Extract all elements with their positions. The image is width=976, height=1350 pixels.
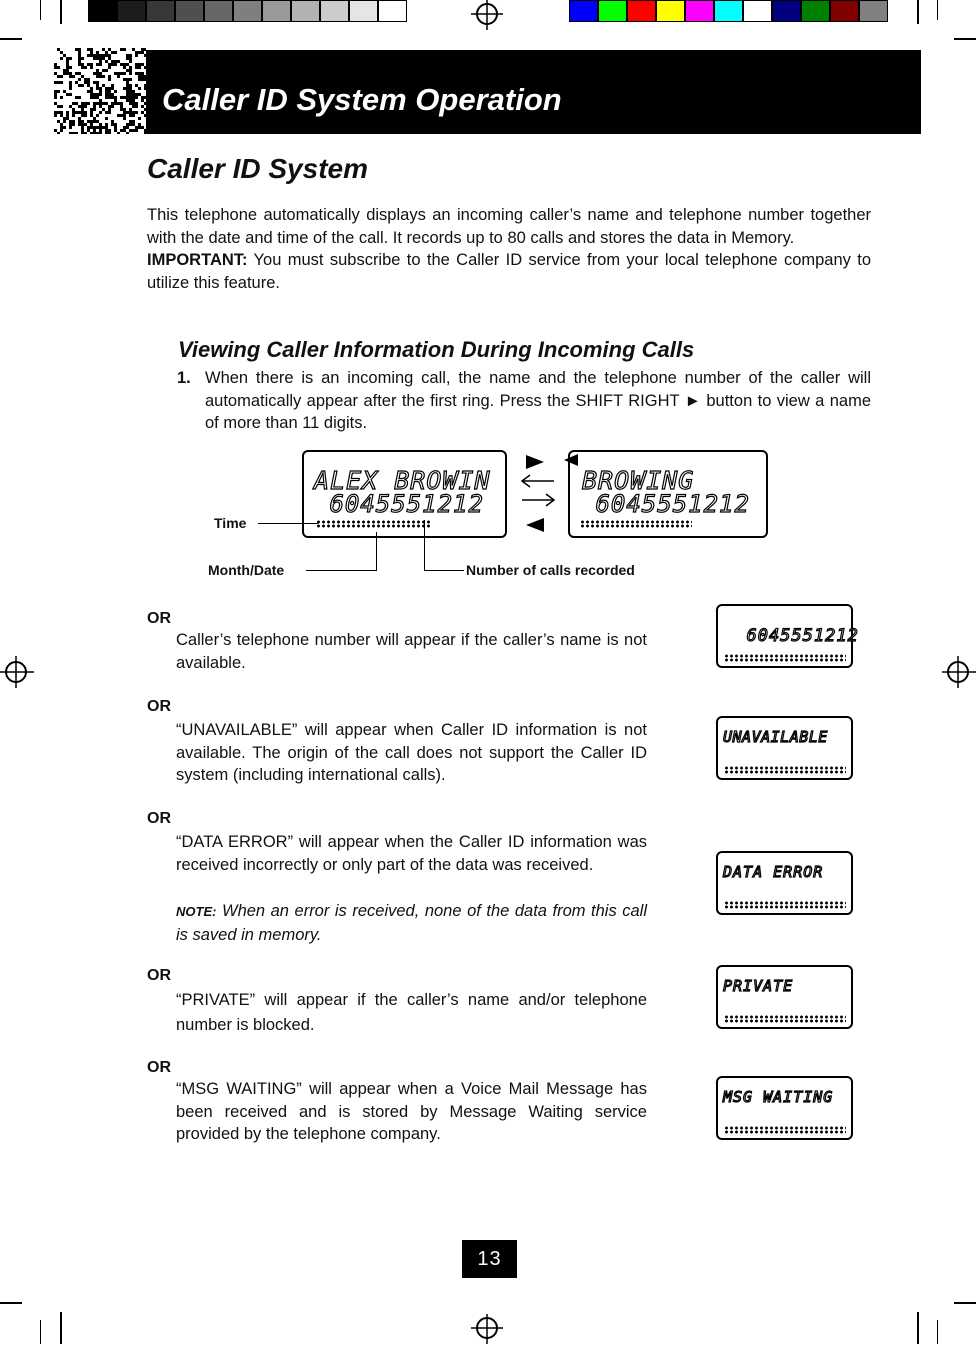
page-header-title: Caller ID System Operation (162, 82, 562, 117)
case-text: “UNAVAILABLE” will appear when Caller ID information is not available. The origin of the call does not support the Caller ID system (including international calls). (176, 721, 647, 784)
lcd-display-name (302, 450, 507, 538)
case-text: Caller’s telephone number will appear if the caller’s name is not available. (176, 631, 647, 672)
color-swatch (349, 0, 378, 22)
intro-paragraph (147, 204, 871, 294)
color-swatch (598, 0, 627, 22)
color-swatch (743, 0, 772, 22)
leader-line (306, 570, 376, 571)
leader-line (258, 523, 318, 524)
color-swatch (175, 0, 204, 22)
or-label: OR (147, 610, 171, 627)
lcd-display-example (716, 716, 853, 780)
lcd-display-example (716, 1076, 853, 1140)
lcd-display-example (716, 604, 859, 668)
color-swatch (146, 0, 175, 22)
lcd-display-shifted (568, 450, 768, 538)
color-swatch (859, 0, 888, 22)
color-swatch (569, 0, 598, 22)
leader-line (424, 520, 425, 571)
or-label: OR (147, 698, 171, 715)
lcd-line: DATA ERROR (723, 863, 824, 881)
note-label: NOTE: (176, 904, 217, 919)
lcd-line: 6045551212 (724, 626, 859, 646)
or-label: OR (147, 1059, 171, 1076)
leader-line (376, 532, 377, 571)
color-swatch (801, 0, 830, 22)
case-text: “PRIVATE” will appear if the caller’s name and/or telephone number is blocked. (176, 991, 647, 1034)
lcd-line-number: 6045551212 (580, 490, 750, 518)
color-swatch (262, 0, 291, 22)
color-swatch (830, 0, 859, 22)
lcd-time-date-row (316, 520, 432, 528)
lcd-time-date-row (580, 520, 692, 528)
color-swatch (656, 0, 685, 22)
color-swatch (627, 0, 656, 22)
color-swatch (88, 0, 117, 22)
color-swatch (772, 0, 801, 22)
intro-text: This telephone automatically displays an incoming caller’s name and telephone number together with the date and time of the call. It records up to 80 calls and stores the data in Memory. (147, 206, 871, 247)
or-label: OR (147, 810, 171, 827)
step-text: When there is an incoming call, the name and the telephone number of the caller will automatically appear after the first ring. Press the SHIFT RIGHT ► button to view a name of more than 11 digits. (205, 369, 871, 432)
label-number-recorded: Number of calls recorded (466, 562, 635, 578)
important-label: IMPORTANT: (147, 251, 248, 269)
label-month-date: Month/Date (208, 562, 285, 578)
lcd-time-date-row (724, 901, 846, 909)
lcd-line: MSG WAITING (723, 1088, 834, 1106)
lcd-display-example (716, 965, 853, 1029)
lcd-time-date-row (724, 766, 846, 774)
color-swatch (320, 0, 349, 22)
section-title: Caller ID System (147, 153, 368, 184)
shift-arrows-icon (512, 450, 566, 538)
shift-left-icon (560, 450, 584, 470)
lcd-display-example (716, 851, 853, 915)
important-text: You must subscribe to the Caller ID service from your local telephone company to utilize this feature. (147, 251, 871, 292)
registration-mark-icon (467, 1310, 507, 1350)
lcd-line-number: 6045551212 (314, 490, 484, 518)
leader-line (424, 570, 464, 571)
color-swatch (117, 0, 146, 22)
case-text: “DATA ERROR” will appear when the Caller ID information was received incorrectly or only part of the data was received. (176, 833, 647, 874)
color-swatch (685, 0, 714, 22)
page-number: 13 (462, 1240, 517, 1278)
or-label: OR (147, 967, 171, 984)
registration-mark-icon (936, 652, 976, 692)
lcd-time-date-row (724, 654, 846, 662)
registration-mark-icon (0, 652, 40, 692)
case-text: “MSG WAITING” will appear when a Voice Mail Message has been received and is stored by Message Waiting service provided by the telephone company. (176, 1080, 647, 1143)
step-number: 1. (177, 369, 191, 387)
decorative-pattern-icon (54, 48, 146, 134)
lcd-line-name: BROWING (582, 466, 695, 495)
lcd-line-name: ALEX BROWIN (314, 466, 491, 495)
color-swatch (714, 0, 743, 22)
subsection-title: Viewing Caller Information During Incoming Calls (178, 337, 695, 362)
lcd-line: UNAVAILABLE (723, 728, 828, 746)
registration-mark-icon (467, 0, 507, 40)
note (176, 900, 647, 946)
color-swatch (233, 0, 262, 22)
lcd-time-date-row (724, 1126, 846, 1134)
lcd-time-date-row (724, 1015, 846, 1023)
note-text: When an error is received, none of the data from this call is saved in memory. (176, 902, 647, 944)
color-swatch (291, 0, 320, 22)
color-swatch (204, 0, 233, 22)
color-swatch (378, 0, 407, 22)
lcd-line: PRIVATE (723, 977, 794, 995)
label-time: Time (214, 515, 247, 531)
